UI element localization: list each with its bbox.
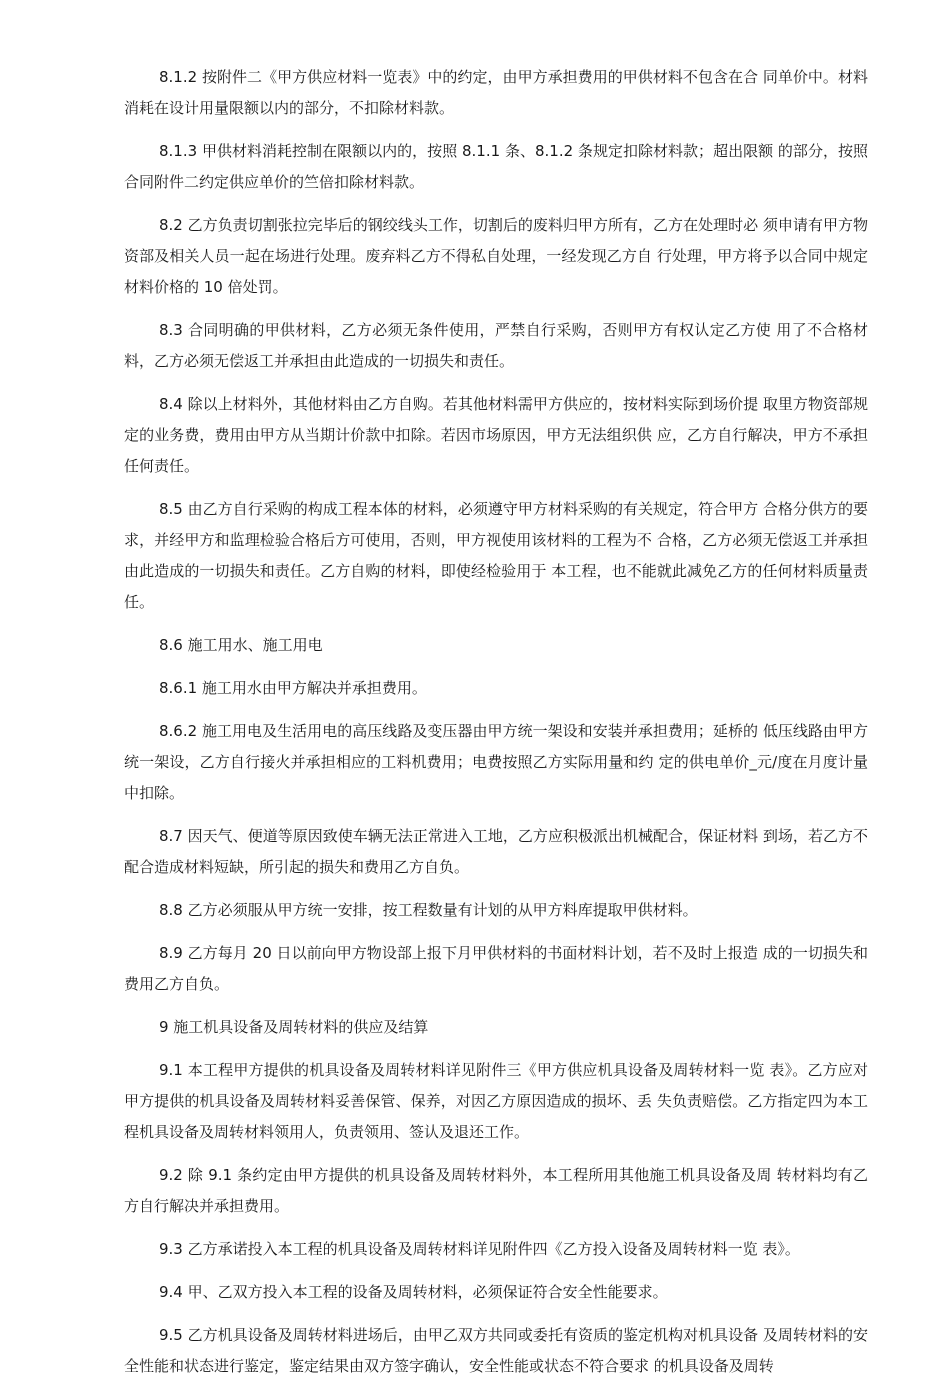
clause-8-6-heading: 8.6 施工用水、施工用电 [159,636,323,654]
clause-8-5: 8.5 由乙方自行采购的构成工程本体的材料，必须遵守甲方材料采购的有关规定，符合甲方 合格分供方的要求，并经甲方和监理检验合格后方可使用，否则，甲方视使用该材料的工程为不 合格，乙方必须无偿返工并承担由此造成的一切损失和责任。乙方自购的材料，即使经检验用于 本工程，也不能就此减免乙方的任何材料质量责任。 [124,500,868,611]
clause-8-3: 8.3 合同明确的甲供材料，乙方必须无条件使用，严禁自行采购，否则甲方有权认定乙方使 用了不合格材料，乙方必须无偿返工并承担由此造成的一切损失和责任。 [124,321,868,370]
clause-9-3: 9.3 乙方承诺投入本工程的机具设备及周转材料详见附件四《乙方投入设备及周转材料一览 表》。 [159,1240,800,1258]
clause-8-2: 8.2 乙方负责切割张拉完毕后的钢绞线头工作，切割后的废料归甲方所有，乙方在处理时必 须申请有甲方物资部及相关人员一起在场进行处理。废弃料乙方不得私自处理，一经发现乙方自 行处理，甲方将予以合同中规定材料价格的 10 倍处罚。 [124,216,868,296]
clause-9-4: 9.4 甲、乙双方投入本工程的设备及周转材料，必须保证符合安全性能要求。 [159,1283,668,1301]
clause-8-1-2: 8.1.2 按附件二《甲方供应材料一览表》中的约定，由甲方承担费用的甲供材料不包含在合 同单价中。材料消耗在设计用量限额以内的部分，不扣除材料款。 [124,68,868,117]
clause-8-7: 8.7 因天气、便道等原因致使车辆无法正常进入工地，乙方应积极派出机械配合，保证材料 到场，若乙方不配合造成材料短缺，所引起的损失和费用乙方自负。 [124,827,868,876]
clause-8-8: 8.8 乙方必须服从甲方统一安排，按工程数量有计划的从甲方料库提取甲供材料。 [159,901,698,919]
clause-9-2: 9.2 除 9.1 条约定由甲方提供的机具设备及周转材料外，本工程所用其他施工机具设备及周 转材料均有乙方自行解决并承担费用。 [124,1166,868,1215]
clause-8-6-1: 8.6.1 施工用水由甲方解决并承担费用。 [159,679,427,697]
clause-8-6-2: 8.6.2 施工用电及生活用电的高压线路及变压器由甲方统一架设和安装并承担费用；延桥的 低压线路由甲方统一架设，乙方自行接火并承担相应的工料机费用；电费按照乙方实际用量和约 定的供电单价_元/度在月度计量中扣除。 [124,722,868,802]
document-body [124,62,868,1382]
clause-8-4: 8.4 除以上材料外，其他材料由乙方自购。若其他材料需甲方供应的，按材料实际到场价提 取里方物资部规定的业务费，费用由甲方从当期计价款中扣除。若因市场原因，甲方无法组织供 应，乙方自行解决，甲方不承担任何责任。 [124,395,868,475]
clause-9-1: 9.1 本工程甲方提供的机具设备及周转材料详见附件三《甲方供应机具设备及周转材料一览 表》。乙方应对甲方提供的机具设备及周转材料妥善保管、保养，对因乙方原因造成的损坏、丢 失负责赔偿。乙方指定四为本工程机具设备及周转材料领用人，负责领用、签认及退还工作。 [124,1061,868,1141]
clause-8-9: 8.9 乙方每月 20 日以前向甲方物设部上报下月甲供材料的书面材料计划，若不及时上报造 成的一切损失和费用乙方自负。 [124,944,868,993]
clause-9-5: 9.5 乙方机具设备及周转材料进场后，由甲乙双方共同或委托有资质的鉴定机构对机具设备 及周转材料的安全性能和状态进行鉴定，鉴定结果由双方签字确认，安全性能或状态不符合要求 的机具设备及周转 [124,1326,868,1375]
section-9-heading: 9 施工机具设备及周转材料的供应及结算 [159,1018,429,1036]
clause-8-1-3: 8.1.3 甲供材料消耗控制在限额以内的，按照 8.1.1 条、8.1.2 条规定扣除材料款；超出限额 的部分，按照合同附件二约定供应单价的竺倍扣除材料款。 [124,142,868,191]
